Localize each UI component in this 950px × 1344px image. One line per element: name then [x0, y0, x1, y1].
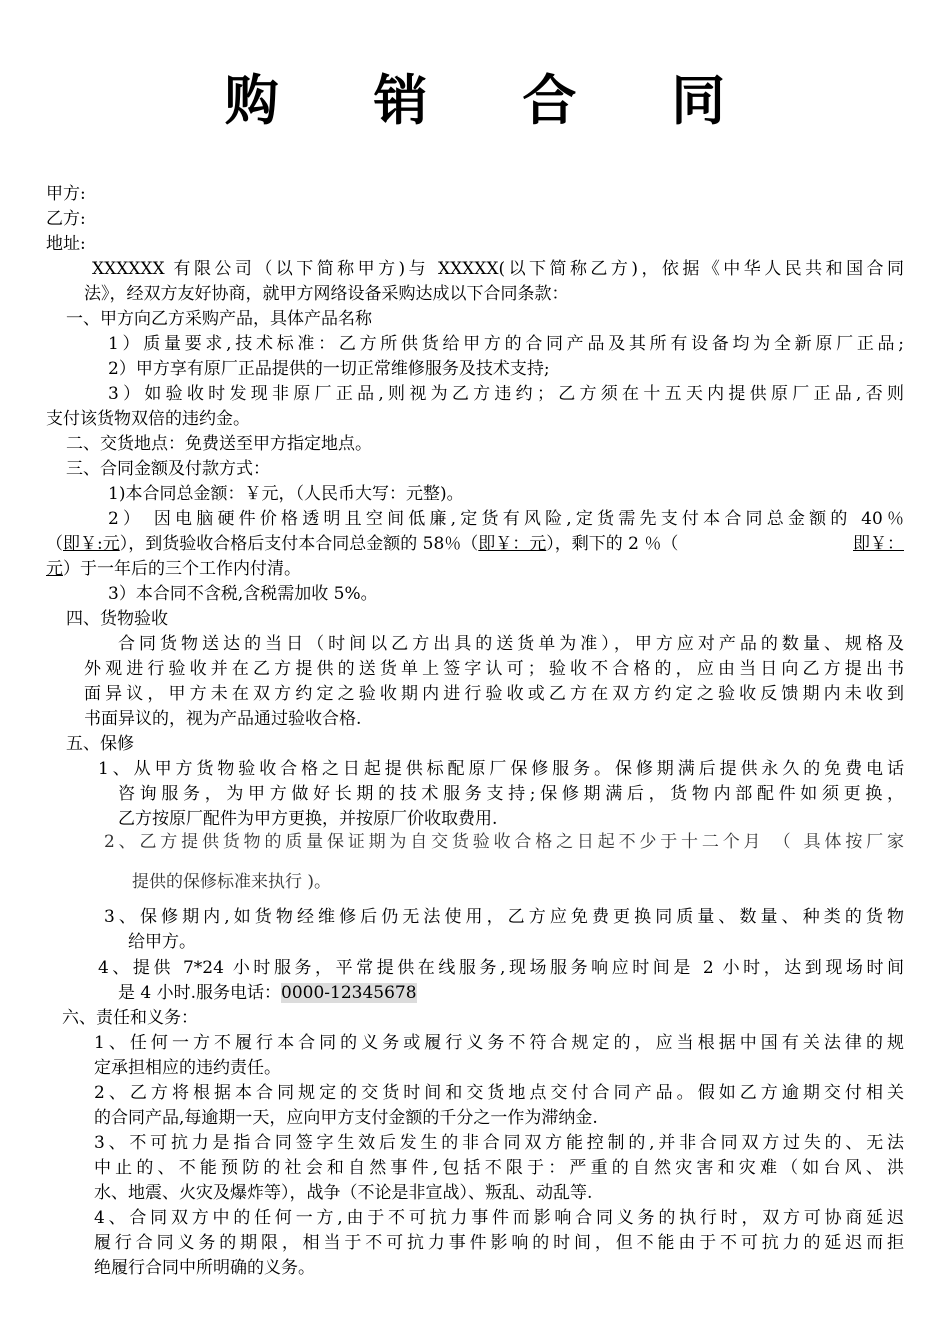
clause-line: 3）如验收时发现非原厂正品,则视为乙方违约；乙方须在十五天内提供原厂正品,否则	[108, 384, 904, 404]
paragraph-line: 书面异议的，视为产品通过验收合格.	[84, 709, 362, 729]
party-b-label: 乙方:	[46, 209, 86, 229]
clause-line: 3、不可抗力是指合同签字生效后发生的非合同双方能控制的,并非合同双方过失的、无法	[94, 1133, 904, 1153]
text-segment: 是 4 小时.服务电话：	[118, 983, 282, 1003]
paragraph-line: 面异议，甲方未在双方约定之验收期内进行验收或乙方在双方约定之验收反馈期内未收到	[84, 684, 904, 704]
text-segment: ），剩下的 2 ％（	[546, 534, 679, 554]
section-heading: 五、保修	[66, 734, 134, 754]
intro-line: XXXXXX 有限公司（以下简称甲方)与 XXXXX(以下简称乙方)，依据《中华人民共和国合同	[92, 259, 904, 279]
clause-line: 1、任何一方不履行本合同的义务或履行义务不符合规定的，应当根据中国有关法律的规	[94, 1033, 904, 1053]
service-phone-line	[118, 981, 417, 1005]
remainder-amount-unit: 元	[46, 559, 63, 579]
clause-line: 的合同产品,每逾期一天，应向甲方支付金额的千分之一作为滞纳金.	[94, 1108, 598, 1128]
service-phone-number: 0000-12345678	[281, 983, 417, 1003]
clause-line: 4、提供 7*24 小时服务，平常提供在线服务,现场服务响应时间是 2 小时，达到现场时间	[98, 958, 904, 978]
delivery-amount: 即￥：元	[478, 534, 547, 554]
clause-line: 2）甲方享有原厂正品提供的一切正常维修服务及技术支持;	[108, 359, 550, 379]
section-heading: 一、甲方向乙方采购产品，具体产品名称	[66, 309, 372, 329]
clause-line: 支付该货物双倍的违约金。	[46, 409, 250, 429]
remainder-amount: 即￥：	[853, 534, 904, 554]
clause-line: 1)本合同总金额：￥元，（人民币大写：元整)。	[108, 484, 464, 504]
payment-terms-line	[46, 557, 301, 581]
clause-line: 3、保修期内,如货物经维修后仍无法使用，乙方应免费更换同质量、数量、种类的货物	[104, 907, 904, 927]
clause-line: 3）本合同不含税,含税需加收 5%。	[108, 584, 378, 604]
clause-line: 中止的、不能预防的社会和自然事件,包括不限于：严重的自然灾害和灾难（如台风、洪	[94, 1158, 904, 1178]
section-heading: 六、责任和义务：	[62, 1008, 198, 1028]
clause-line: 定承担相应的违约责任。	[94, 1058, 281, 1078]
clause-line: 绝履行合同中所明确的义务。	[94, 1258, 315, 1278]
party-a-label: 甲方:	[46, 184, 86, 204]
section-heading: 四、货物验收	[66, 609, 168, 629]
text-segment: ）于一年后的三个工作内付清。	[63, 559, 301, 579]
clause-line: 2） 因电脑硬件价格透明且空间低廉,定货有风险,定货需先支付本合同总金额的 40％	[108, 509, 904, 529]
clause-line: 2、乙方提供货物的质量保证期为自交货验收合格之日起不少于十二个月 （ 具体按厂家	[104, 832, 904, 852]
clause-line: 咨询服务，为甲方做好长期的技术服务支持;保修期满后，货物内部配件如须更换，	[118, 784, 904, 804]
text-segment: ），到货验收合格后支付本合同总金额的 58％（	[119, 534, 479, 554]
address-label: 地址:	[46, 234, 86, 254]
clause-line: 履行合同义务的期限，相当于不可抗力事件影响的时间，但不能由于不可抗力的延迟而拒	[94, 1233, 904, 1253]
clause-line: 提供的保修标准来执行 )。	[132, 872, 332, 892]
text-segment: （	[46, 534, 63, 554]
paragraph-line: 合同货物送达的当日（时间以乙方出具的送货单为准），甲方应对产品的数量、规格及	[118, 634, 904, 654]
section-heading: 三、合同金额及付款方式：	[66, 459, 270, 479]
clause-line: 4、合同双方中的任何一方,由于不可抗力事件而影响合同义务的执行时，双方可协商延迟	[94, 1208, 904, 1228]
clause-line: 1）质量要求,技术标准：乙方所供货给甲方的合同产品及其所有设备均为全新原厂正品;	[108, 334, 904, 354]
clause-line: 1、从甲方货物验收合格之日起提供标配原厂保修服务。保修期满后提供永久的免费电话	[98, 759, 904, 779]
section-heading: 二、交货地点：免费送至甲方指定地点。	[66, 434, 372, 454]
clause-line: 给甲方。	[128, 932, 196, 952]
clause-line: 2、乙方将根据本合同规定的交货时间和交货地点交付合同产品。假如乙方逾期交付相关	[94, 1083, 904, 1103]
deposit-amount: 即￥:元	[63, 534, 120, 554]
page-title: 购 销 合 同	[224, 69, 764, 132]
clause-line: 水、地震、火灾及爆炸等），战争（不论是非宣战）、叛乱、动乱等.	[94, 1183, 593, 1203]
clause-line: 乙方按原厂配件为甲方更换，并按原厂价收取费用.	[118, 809, 498, 829]
intro-line: 法》，经双方友好协商，就甲方网络设备采购达成以下合同条款：	[84, 284, 569, 304]
payment-terms-line	[46, 532, 904, 556]
paragraph-line: 外观进行验收并在乙方提供的送货单上签字认可；验收不合格的，应由当日向乙方提出书	[84, 659, 904, 679]
